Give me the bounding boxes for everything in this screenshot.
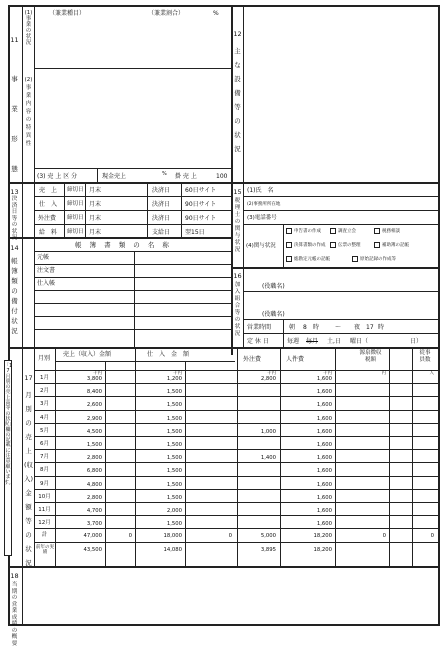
purchases-value: 1,500 [166, 442, 182, 448]
labor-value: 1,600 [316, 495, 332, 501]
table-rule [34, 502, 438, 503]
table-rule [34, 383, 438, 384]
s16-company-label: (役職名) [262, 283, 285, 290]
total-sales: 47,000 [83, 533, 102, 539]
labor-value: 1,600 [316, 468, 332, 474]
total-withholding: 0 [382, 533, 386, 539]
s16-holiday-label: 定 休 日 [247, 338, 269, 345]
labor-value: 1,600 [316, 508, 332, 514]
sales-value: 1,500 [86, 442, 102, 448]
s14-item-3: 仕入帳 [37, 280, 56, 287]
s13-row2-label: 仕 入 [39, 201, 58, 208]
unit-outsourcing: 千円 [267, 371, 276, 376]
s11-total-pct: 100 [216, 173, 228, 180]
s15-number: 15 [233, 188, 242, 196]
month-label: 8月 [40, 467, 49, 473]
purchases-value: 1,200 [166, 376, 182, 382]
s16-company-label2: (役職名) [262, 311, 285, 318]
s16-hours-close-label: 夜 [354, 324, 361, 331]
labor-value: 1,600 [316, 376, 332, 382]
s13-row4-close-label: 締切日 [67, 229, 84, 235]
purchases-value: 1,500 [166, 416, 182, 422]
s13-row2-settle: 90日サイト [185, 201, 217, 208]
s15-title: 税理士の関与状況 [234, 198, 241, 253]
s16-holiday-value: 土,日 [327, 338, 341, 345]
s13-title: 決済日等の状況 [11, 196, 18, 241]
labor-value: 1,600 [316, 455, 332, 461]
labor-value: 1,600 [316, 389, 332, 395]
s15-option-5-checkbox[interactable] [330, 242, 336, 248]
table-rule [34, 489, 438, 490]
s14-item-1: 元帳 [37, 254, 50, 261]
sales-value: 3,800 [86, 376, 102, 382]
s17-header-month: 月別 [38, 355, 51, 362]
table-rule [34, 462, 438, 463]
table-rule [34, 396, 438, 397]
s14-item-2: 注文書 [37, 267, 56, 274]
s15-option-5: 伝票の整理 [338, 243, 361, 248]
s16-hours-close-val: 17 [366, 324, 374, 331]
purchases-value: 1,500 [166, 402, 182, 408]
month-label: 12月 [38, 520, 51, 526]
sales-value: 4,700 [86, 508, 102, 514]
month-label: 1月 [40, 375, 49, 381]
labor-value: 1,600 [316, 429, 332, 435]
s13-row3-close: 月末 [89, 215, 102, 222]
month-label: 10月 [38, 494, 51, 500]
month-label: 9月 [40, 481, 49, 487]
s13-row1-settle-label: 決済日 [152, 187, 171, 194]
unit-withholding: 円 [381, 371, 386, 376]
month-label: 11月 [38, 507, 51, 513]
s15-option-3: 税務相談 [382, 229, 400, 234]
table-rule [8, 566, 440, 568]
table-rule [34, 423, 438, 424]
table-rule [280, 348, 281, 566]
purchases-value: 2,000 [166, 508, 182, 514]
s17-side-note: 「17月別の売上高等の状況」欄の記載に注意願います。 [4, 363, 14, 486]
s15-option-7-checkbox[interactable] [286, 256, 292, 262]
s15-option-6: 補助簿の記帳 [382, 243, 409, 248]
s13-row2-close-label: 締切日 [67, 201, 84, 207]
sales-value: 3,700 [86, 521, 102, 527]
table-rule [389, 348, 390, 566]
sales-value: 6,800 [86, 468, 102, 474]
s15-option-2-checkbox[interactable] [330, 228, 336, 234]
s12-number: 12 [233, 30, 242, 38]
table-rule [55, 361, 235, 362]
s17-header-sales: 売上（収入）金額 [63, 351, 112, 358]
purchases-value: 1,500 [166, 495, 182, 501]
month-label: 2月 [40, 388, 49, 394]
s13-row4-settle-label: 支給日 [152, 229, 171, 236]
total-outsourcing: 5,000 [260, 533, 276, 539]
prev-purchases: 14,080 [163, 547, 182, 553]
table-rule [34, 515, 438, 516]
s15-phone-label: (3)電話番号 [247, 215, 277, 221]
month-label: 3月 [40, 401, 49, 407]
labor-value: 1,600 [316, 442, 332, 448]
s14-number: 14 [10, 244, 19, 252]
s12-title: 主な設備等の状況 [234, 47, 241, 153]
purchases-value: 1,500 [166, 389, 182, 395]
sales-value: 2,800 [86, 495, 102, 501]
s16-hours-open-unit: 時 [313, 324, 320, 331]
table-rule [412, 348, 413, 566]
purchases-value: 1,500 [166, 455, 182, 461]
prev-outsourcing: 3,895 [260, 547, 276, 553]
s16-number: 16 [233, 272, 242, 280]
s16-holiday-end: 日） [410, 338, 423, 345]
table-rule [185, 361, 186, 566]
unit-employees: 人 [429, 371, 434, 376]
s17-header-employees: 従事員数 [419, 350, 431, 363]
unit-sales: 千円 [93, 371, 102, 376]
s16-tilde: ～ [335, 324, 342, 331]
prev-labor: 18,200 [313, 547, 332, 553]
s15-office-label: (2)事務所所在地 [247, 202, 281, 207]
s13-row4-close: 月末 [89, 229, 102, 236]
s17-number: 17 [24, 374, 33, 382]
s13-row1-close: 月末 [89, 187, 102, 194]
s13-number: 13 [10, 188, 19, 196]
s15-option-8-checkbox[interactable] [352, 256, 358, 262]
s11-row2-label: (2)事業内容の特異性 [24, 77, 33, 147]
total-labor: 18,200 [313, 533, 332, 539]
s13-row1-close-label: 締切日 [67, 187, 84, 193]
total-sales2: 0 [128, 533, 132, 539]
s17-header-labor: 人件費 [286, 356, 305, 363]
s13-row3-settle: 90日サイト [185, 215, 217, 222]
table-rule [34, 436, 438, 437]
labor-value: 1,600 [316, 521, 332, 527]
s13-row3-settle-label: 決済日 [152, 215, 171, 222]
month-label: 4月 [40, 415, 49, 421]
s15-option-7: 総勘定元帳の記帳 [294, 257, 330, 262]
unit-purchases: 千円 [173, 371, 182, 376]
month-label: 5月 [40, 428, 49, 434]
table-rule [34, 410, 438, 411]
s16-holiday-opt2: 毎月 [306, 338, 319, 345]
s11-pct1: % [162, 171, 167, 177]
s15-option-6-checkbox[interactable] [374, 242, 380, 248]
s16-hours-close-unit: 時 [378, 324, 385, 331]
sales-value: 2,800 [86, 455, 102, 461]
table-rule [135, 348, 136, 566]
s15-name-label: (1)氏 名 [247, 187, 274, 194]
month-label: 7月 [40, 454, 49, 460]
prev-sales: 43,500 [83, 547, 102, 553]
s13-row3-label: 外注費 [38, 215, 57, 222]
s13-row4-settle: 翌15日 [185, 229, 205, 236]
s14-title: 帳簿類の備付状況 [11, 257, 18, 335]
s17-header-withholding: 源泉徴収税額 [359, 350, 382, 363]
s11-field-ratio: （兼業割合） [148, 10, 185, 17]
total-purchases: 18,000 [163, 533, 182, 539]
s16-hours-open-val: 8 [303, 324, 307, 331]
table-rule [22, 348, 23, 566]
s16-hours-open: 朝 [289, 324, 296, 331]
purchases-value: 1,500 [166, 521, 182, 527]
total-label: 計 [41, 532, 48, 538]
table-rule [34, 449, 438, 450]
purchases-value: 1,500 [166, 468, 182, 474]
labor-value: 1,600 [316, 402, 332, 408]
s11-title: 事業形態 [11, 75, 18, 173]
s11-credit-sales: 掛 売 上 [175, 173, 197, 180]
sales-value: 2,900 [86, 416, 102, 422]
s11-cash-sales: 現金売上 [102, 173, 127, 180]
s16-hours-label: 営業時間 [247, 324, 272, 331]
s16-holiday-opt3: 曜日（ [350, 338, 369, 345]
s11-row1-label: (1)事業の状況 [24, 10, 33, 46]
month-label: 6月 [40, 441, 49, 447]
sales-value: 4,500 [86, 429, 102, 435]
purchases-value: 1,500 [166, 429, 182, 435]
s17-header-outsourcing: 外注費 [243, 356, 262, 363]
purchases-value: 1,500 [166, 482, 182, 488]
s11-field-unit: % [213, 10, 219, 17]
unit-labor: 千円 [323, 371, 332, 376]
s18-title: 当期の営業成績の概要 [11, 582, 18, 647]
s15-option-8: 原始記録の作成等 [360, 257, 396, 262]
s15-option-3-checkbox[interactable] [374, 228, 380, 234]
table-rule [105, 361, 106, 566]
s18-number: 18 [10, 572, 19, 580]
s11-row3-label: (3) 売 上 区 分 [37, 173, 78, 180]
labor-value: 1,600 [316, 416, 332, 422]
s17-header-purchases: 仕 入 金 額 [147, 351, 190, 358]
labor-value: 1,600 [316, 482, 332, 488]
s13-row1-settle: 60日サイト [185, 187, 217, 194]
table-rule [34, 528, 438, 529]
s16-title: 加入組合等の状況 [234, 282, 241, 337]
s15-option-4-checkbox[interactable] [286, 242, 292, 248]
s14-header: 帳 簿 書 類 の 名 称 [75, 241, 172, 249]
s13-row4-label: 給 料 [39, 229, 58, 236]
total-purchases2: 0 [228, 533, 232, 539]
s13-row3-close-label: 締切日 [67, 215, 84, 221]
sales-value: 2,600 [86, 402, 102, 408]
s13-row1-label: 売 上 [39, 187, 58, 194]
total-employees: 0 [430, 533, 434, 539]
s13-row2-close: 月末 [89, 201, 102, 208]
s16-holiday-opt1: 毎週 [287, 338, 300, 345]
outsourcing-value: 1,400 [260, 455, 276, 461]
s17-title: 月別の売上(収入)金額等の状況 [24, 391, 34, 567]
table-rule [34, 348, 35, 566]
sales-value: 4,800 [86, 482, 102, 488]
s15-involvement-label: (4)関与状況 [246, 243, 276, 249]
outsourcing-value: 2,800 [260, 376, 276, 382]
table-rule [335, 348, 336, 566]
table-rule [55, 348, 56, 566]
s15-option-1: 申告書の作成 [294, 229, 321, 234]
table-rule [34, 476, 438, 477]
outsourcing-value: 1,000 [260, 429, 276, 435]
s15-option-1-checkbox[interactable] [286, 228, 292, 234]
s15-option-2: 調査立会 [338, 229, 356, 234]
prev-label: 前年の実績 [36, 545, 54, 555]
table-rule [34, 542, 438, 543]
s11-field-subtype: （兼業種目） [49, 10, 86, 17]
s15-option-4: 決算書類の作成 [294, 243, 326, 248]
s11-number: 11 [10, 36, 19, 44]
sales-value: 8,400 [86, 389, 102, 395]
s13-row2-settle-label: 決済日 [152, 201, 171, 208]
